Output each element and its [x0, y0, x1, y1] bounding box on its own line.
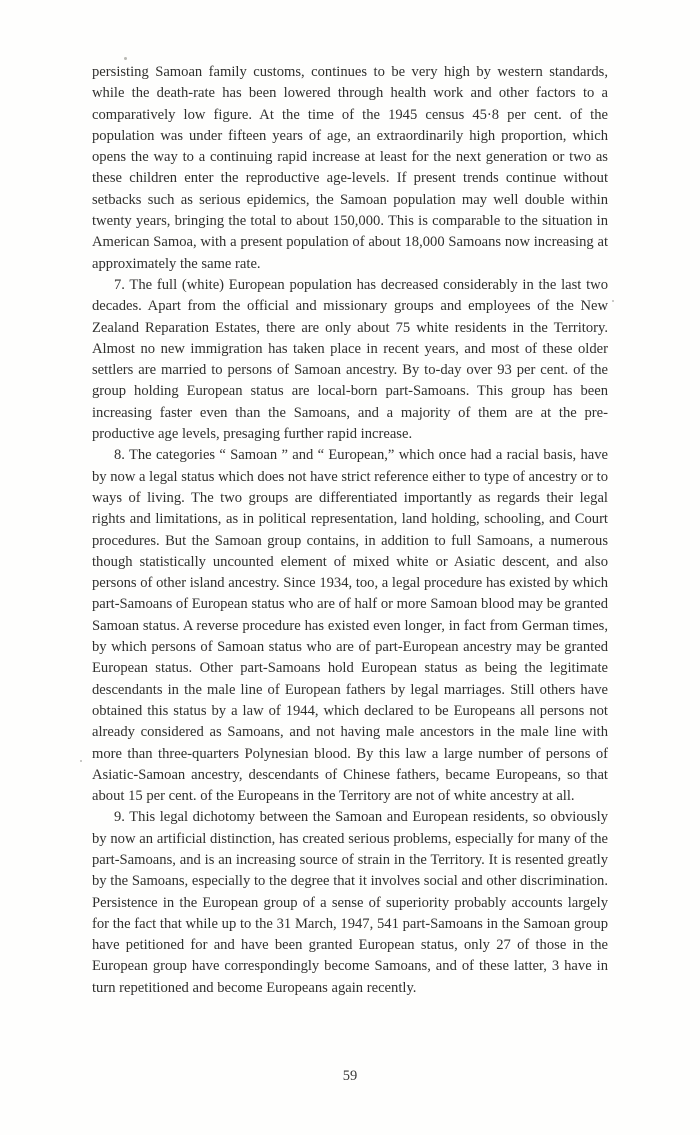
page-speck	[612, 300, 614, 302]
page-speck	[124, 57, 127, 60]
page-number: 59	[342, 1068, 358, 1084]
paragraph-8: 8. The categories “ Samoan ” and “ European,” which once had a racial basis, have by now a legal status which does not have strict reference either to type of ancestry or to ways of living. The two groups are differentiated importantly as regards their legal rights and limitations, as in political representation, land holding, schooling, and Court procedures. But the Samoan group contains, in addition to full Samoans, a numerous though statistically uncounted element of mixed white or Asiatic descent, and also persons of other island ancestry. Since 1934, too, a legal procedure has existed by which part-Samoans of European status who are of half or more Samoan blood may be granted Samoan status. A reverse procedure has existed even longer, in fact from German times, by which persons of Samoan status who are of part-European ancestry may be granted European status. Other part-Samoans hold European status as being the legitimate descendants in the male line of European fathers by legal marriages. Still others have obtained this status by a law of 1944, which declared to be Europeans all persons not already considered as Samoans, and not having male ancestors in the male line with more than three-quarters Polynesian blood. By this law a large number of persons of Asiatic-Samoan ancestry, descendants of Chinese fathers, became Europeans, so that about 15 per cent. of the Europeans in the Territory are not of white ancestry at all.	[92, 447, 608, 805]
page-speck	[80, 760, 82, 762]
paragraph-9: 9. This legal dichotomy between the Samoan and European residents, so obviously by now an artificial distinction, has created serious problems, especially for many of the part-Samoans, and is an increasing source of strain in the Territory. It is resented greatly by the Samoans, especially to the degree that it involves social and other discrimination. Persistence in the European group of a sense of superiority probably accounts largely for the fact that while up to the 31 March, 1947, 541 part-Samoans in the Samoan group have petitioned for and have been granted European status, only 27 of those in the European group have correspondingly become Samoans, and of these latter, 3 have in turn repetitioned and become Europeans again recently.	[92, 809, 608, 996]
paragraph-7: 7. The full (white) European population has decreased considerably in the last two decades. Apart from the official and missionary groups and employees of the New Zealand Reparation Estates, there are only about 75 white residents in the Territory. Almost no new immigration has taken place in recent years, and most of these older settlers are married to persons of Samoan ancestry. By to-day over 93 per cent. of the group holding European status are local-born part-Samoans. This group has been increasing faster even than the Samoans, and a majority of them are at the pre-productive age levels, presaging further rapid increase.	[92, 276, 608, 443]
page-text-body	[92, 62, 608, 999]
paragraph-continued: persisting Samoan family customs, continues to be very high by western standards, while the death-rate has been lowered through health work and other factors to a comparatively low figure. At the time of the 1945 census 45·8 per cent. of the population was under fifteen years of age, an extraordinarily high proportion, which opens the way to a continuing rapid increase at least for the next generation or two as these children enter the reproductive age-levels. If present trends continue without setbacks such as serious epidemics, the Samoan population may well double within twenty years, bringing the total to about 150,000. This is comparable to the situation in American Samoa, with a present population of about 18,000 Samoans now increasing at approximately the same rate.	[92, 64, 608, 272]
